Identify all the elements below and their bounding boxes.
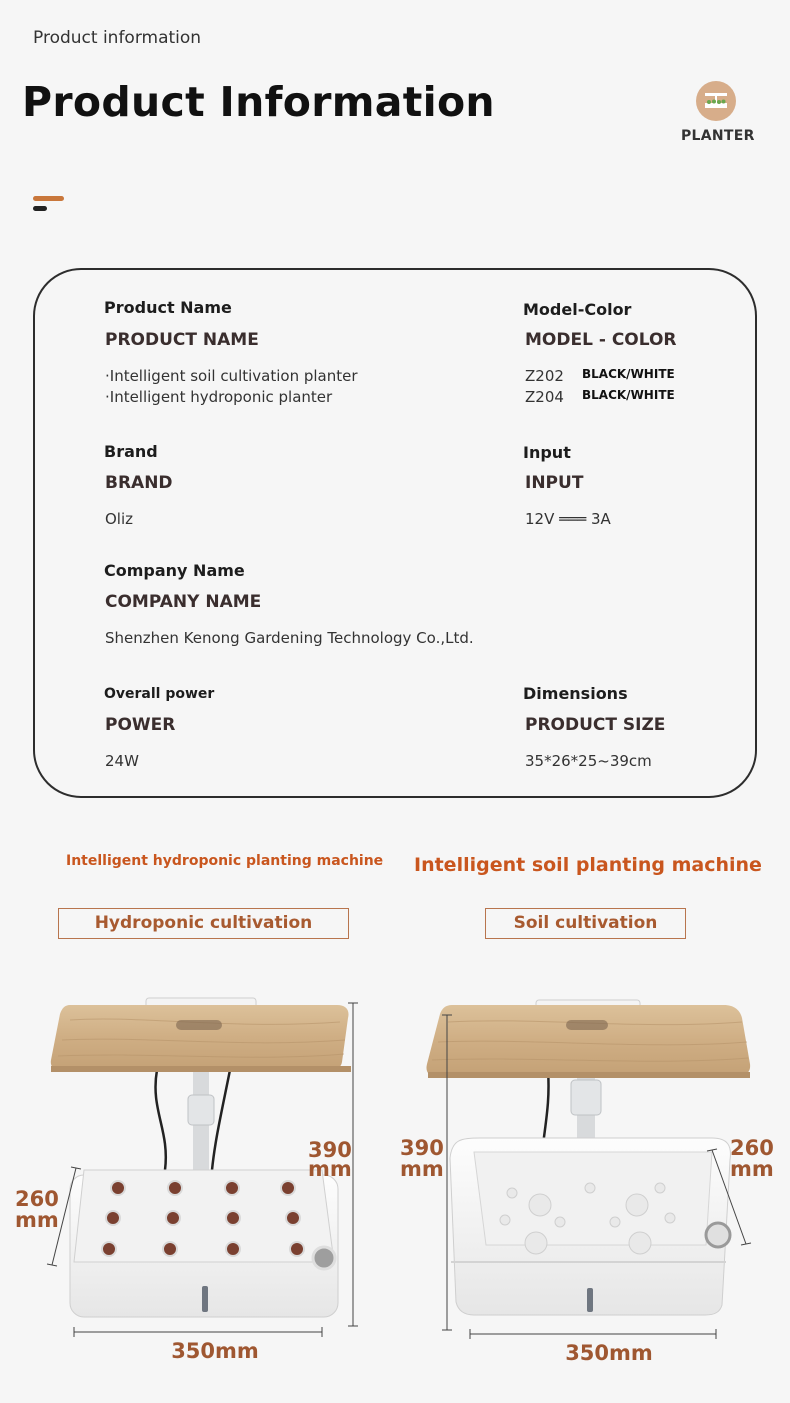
model-color-caption: MODEL - COLOR — [525, 330, 677, 350]
page-title: Product Information — [22, 78, 495, 126]
model-code: Z202 — [525, 367, 564, 385]
brand-value: Oliz — [105, 510, 134, 528]
input-caption: INPUT — [525, 473, 584, 493]
model-color-label: Model-Color — [523, 300, 632, 319]
hydroponic-depth-unit: mm — [15, 1208, 59, 1232]
soil-height-value: 390 — [400, 1136, 444, 1160]
product-name-item: ·Intelligent hydroponic planter — [105, 388, 333, 406]
brand-word: PLANTER — [681, 128, 755, 144]
planter-logo — [696, 81, 736, 121]
brand-caption: BRAND — [105, 473, 173, 493]
company-value: Shenzhen Kenong Gardening Technology Co.,Ltd. — [105, 629, 474, 647]
soil-title: Intelligent soil planting machine — [414, 854, 762, 876]
soil-depth-unit: mm — [730, 1157, 774, 1181]
accent-mark-icon — [33, 196, 65, 214]
model-color-value: BLACK/WHITE — [582, 388, 675, 402]
model-code: Z204 — [525, 388, 564, 406]
product-name-caption: PRODUCT NAME — [105, 330, 259, 350]
dimensions-caption: PRODUCT SIZE — [525, 715, 666, 735]
model-color-value: BLACK/WHITE — [582, 367, 675, 381]
dimensions-label: Dimensions — [523, 684, 628, 703]
soil-depth-value: 260 — [730, 1136, 774, 1160]
hydroponic-height-value: 390 — [308, 1138, 352, 1162]
soil-tag: Soil cultivation — [485, 908, 686, 939]
hydroponic-planter-image — [51, 998, 351, 1317]
company-caption: COMPANY NAME — [105, 592, 262, 612]
hydroponic-width-value: 350mm — [171, 1339, 259, 1363]
soil-planter-image — [426, 1000, 750, 1315]
dimensions-value: 35*26*25~39cm — [525, 752, 652, 770]
company-label: Company Name — [104, 561, 245, 580]
brand-label: Brand — [104, 442, 158, 461]
planter-icon — [696, 81, 736, 121]
input-label: Input — [523, 443, 571, 462]
input-value: 12V ═══ 3A — [525, 510, 611, 528]
soil-width-value: 350mm — [565, 1341, 653, 1365]
hydroponic-height-unit: mm — [308, 1157, 352, 1181]
product-illustrations — [0, 990, 790, 1403]
power-label: Overall power — [104, 686, 215, 702]
hydroponic-title: Intelligent hydroponic planting machine — [66, 853, 384, 869]
power-value: 24W — [105, 752, 139, 770]
section-label: Product information — [33, 28, 202, 48]
hydroponic-depth-value: 260 — [15, 1187, 59, 1211]
product-name-item: ·Intelligent soil cultivation planter — [105, 367, 358, 385]
power-caption: POWER — [105, 715, 176, 735]
soil-height-unit: mm — [400, 1157, 444, 1181]
hydroponic-tag: Hydroponic cultivation — [58, 908, 349, 939]
product-name-label: Product Name — [104, 298, 232, 317]
